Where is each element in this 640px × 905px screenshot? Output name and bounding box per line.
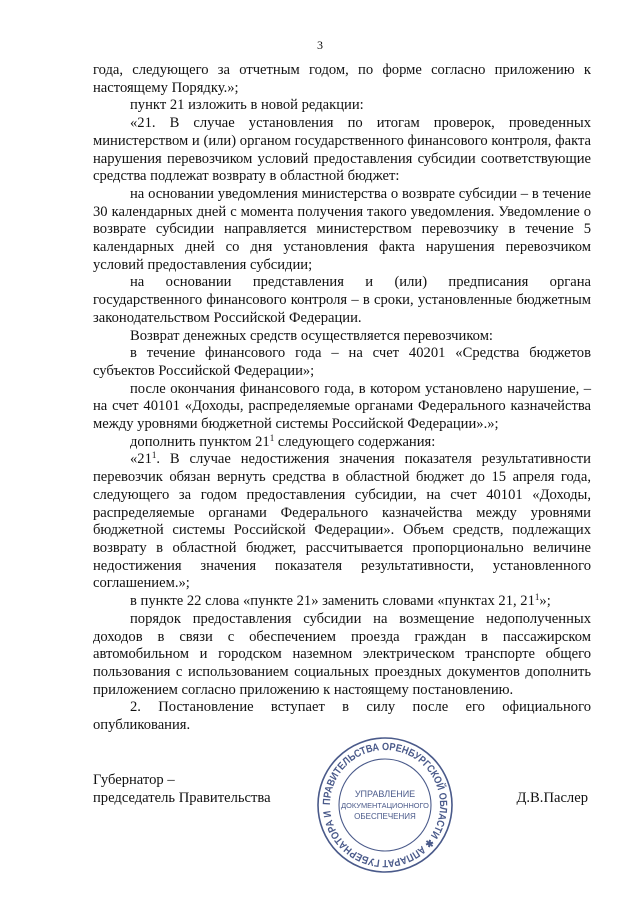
text-segment: следующего содержания: xyxy=(274,433,436,450)
text-segment: «21 xyxy=(130,451,152,468)
superscript: 1 xyxy=(534,592,540,603)
paragraph-effective-date: 2. Постановление вступает в силу после его официального опубликования. xyxy=(93,699,591,734)
document-body xyxy=(93,62,591,735)
paragraph-procedure-appendix: порядок предоставления субсидии на возмещение недополученных доходов в связи с обеспечением проезда граждан в пассажирском автомобильном и городском наземном электрическом транспорте общего пользования с использованием социальных проездных документов дополнить приложением согласно приложению к настоящему постановлению. xyxy=(93,610,591,698)
signatory-title xyxy=(93,771,271,807)
paragraph-p21-text: «21. В случае установления по итогам проверок, проведенных министерством и (или) органом государственного финансового контроля, факта нарушения перевозчиком условий предоставления субсидии соответствующие средства подлежат возврату в областной бюджет: xyxy=(93,115,591,185)
text-segment: »; xyxy=(539,593,551,610)
paragraph-p21-instruction: пункт 21 изложить в новой редакции: xyxy=(130,97,364,114)
signatory-name: Д.В.Паслер xyxy=(516,790,588,806)
seal-ring-textpath: ПРАВИТЕЛЬСТВА ОРЕНБУРГСКОЙ ОБЛАСТИ ✱ АППАРАТ ГУБЕРНАТОРА И xyxy=(320,740,450,870)
seal-inner-line3: ОБЕСПЕЧЕНИЯ xyxy=(354,812,416,821)
text-segment: в пункте 22 слова «пункте 21» заменить словами «пунктах 21, 21 xyxy=(130,593,535,610)
seal-inner-line2: ДОКУМЕНТАЦИОННОГО xyxy=(341,801,429,810)
superscript: 1 xyxy=(269,432,275,443)
paragraph-refund-after-year: после окончания финансового года, в котором установлено нарушение, – на счет 40101 «Доходы, распределяемые органами Федерального казначейства между уровнями бюджетной системы Российской Федерации».»; xyxy=(93,380,591,433)
official-seal-stamp xyxy=(315,735,455,875)
paragraph-p21-1-instruction xyxy=(93,434,591,452)
paragraph-prescription: на основании представления и (или) предписания органа государственного финансового контроля – в сроки, установленные бюджетным законодательством Российской Федерации. xyxy=(93,274,591,326)
paragraph-refund-current-year: в течение финансового года – на счет 40201 «Средства бюджетов субъектов Российской Федерации»; xyxy=(93,345,591,379)
paragraph-p21-1-text xyxy=(93,451,591,593)
superscript: 1 xyxy=(151,450,157,461)
page-number: 3 xyxy=(317,38,323,52)
signatory-title-line1: Губернатор – xyxy=(93,772,175,788)
paragraph-notification: на основании уведомления министерства о возврате субсидии – в течение 30 календарных дней с момента получения такого уведомления. Уведомление о возврате субсидии направляется министерством перевозчику в течение 5 календарных дней со дня установления факта нарушения перевозчиком условий предоставления субсидии; xyxy=(93,185,591,273)
seal-inner-line1: УПРАВЛЕНИЕ xyxy=(354,789,416,799)
signatory-title-line2: председатель Правительства xyxy=(93,790,271,806)
text-segment: . В случае недостижения значения показателя результативности перевозчик обязан вернуть средства в областной бюджет до 15 апреля года, следующего за годом предоставления субсидии, на счет 40101 «Доходы, распределяемые органами Федерального казначейства между уровнями бюджетной системы Российской Федерации». Объем средств, подлежащих возврату в областной бюджет, рассчитывается пропорционально величине недостижения значения показателя результативности, установленного соглашением.»; xyxy=(93,451,591,592)
paragraph-continuation: года, следующего за отчетным годом, по форме согласно приложению к настоящему Порядку.»; xyxy=(93,62,591,96)
text-segment: дополнить пунктом 21 xyxy=(130,433,270,450)
paragraph-p22-replace xyxy=(93,593,591,611)
paragraph-refund-intro: Возврат денежных средств осуществляется перевозчиком: xyxy=(130,327,493,344)
